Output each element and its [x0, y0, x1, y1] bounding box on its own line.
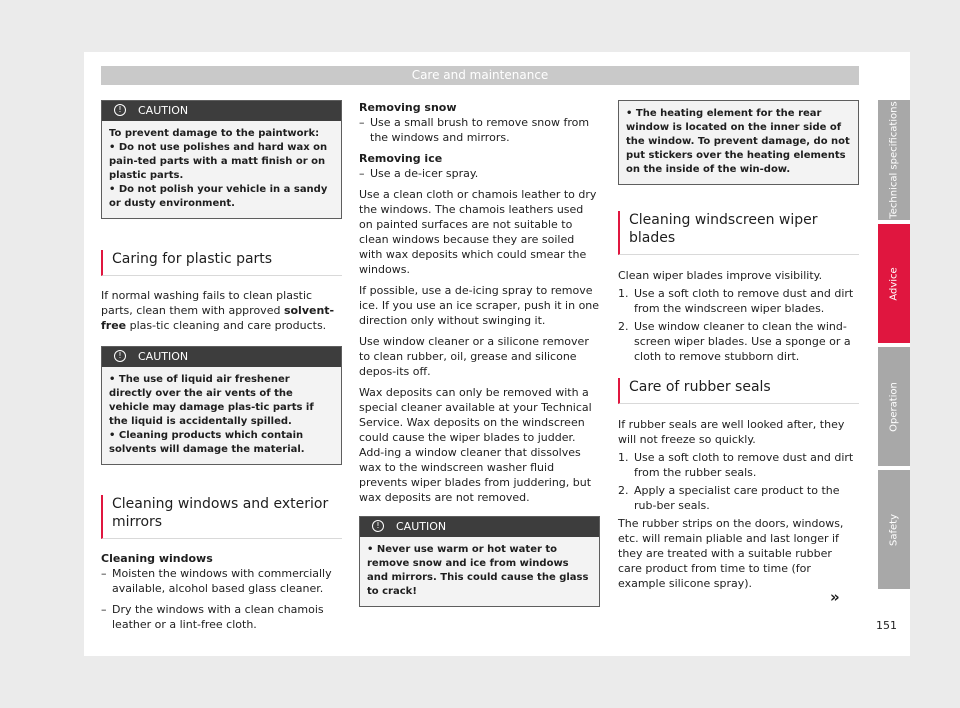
caution-bullet: • The use of liquid air freshener directly over the air vents of the vehicle may damage plas-tic parts if the liquid is accidentally spilled.	[109, 374, 314, 427]
exclamation-icon: !	[114, 104, 126, 116]
caution-label: CAUTION	[396, 520, 447, 533]
caution-bullet: • Never use warm or hot water to remove snow and ice from windows and mirrors. This could cause the glass to crack!	[367, 544, 589, 597]
caution-intro: To prevent damage to the paintwork:	[109, 128, 320, 139]
caution-header	[102, 101, 341, 121]
list-item: – Use a de-icer spray.	[359, 167, 479, 180]
caution-header	[102, 347, 341, 367]
exclamation-icon: !	[114, 350, 126, 362]
plastic-text: If normal washing fails to clean plastic parts, clean them with approved solvent-free plas-tic cleaning and care products.	[101, 289, 335, 332]
caution-bullet: • Do not polish your vehicle in a sandy or dusty environment.	[109, 184, 328, 209]
section-title-plastic: Caring for plastic parts	[101, 250, 342, 276]
section-title-wiper: Cleaning windscreen wiper blades	[618, 211, 859, 255]
list-item: 2. Apply a specialist care product to the rub-ber seals.	[618, 484, 840, 512]
caution-label: CAUTION	[138, 350, 189, 363]
paragraph: The rubber strips on the doors, windows, etc. will remain pliable and last longer if they are treated with a suitable rubber care product from time to time (for example silicone spray).	[618, 517, 844, 590]
caution-box-glass	[359, 516, 600, 607]
list-item: – Moisten the windows with commercially available, alcohol based glass cleaner.	[101, 567, 332, 595]
tab-advice[interactable]: Advice	[878, 224, 910, 343]
list-item: 1. Use a soft cloth to remove dust and dirt from the windscreen wiper blades.	[618, 287, 854, 315]
list-item: – Use a small brush to remove snow from the windows and mirrors.	[359, 116, 590, 144]
section-title-windows: Cleaning windows and exterior mirrors	[101, 495, 342, 539]
subheading-removing-snow: Removing snow	[359, 101, 457, 114]
section-title-rubber: Care of rubber seals	[618, 378, 859, 404]
list-item: 1. Use a soft cloth to remove dust and dirt from the rubber seals.	[618, 451, 854, 479]
paragraph: Use a clean cloth or chamois leather to dry the windows. The chamois leathers used on painted surfaces are not suitable to clean windows because they are soiled with wax deposits which could smear the windows.	[359, 188, 597, 276]
paragraph: Wax deposits can only be removed with a special cleaner available at your Technical Service. Wax deposits on the windscreen could cause the wiper blades to judder. Add-ing a window cleaner that dissolves wax to the windscreen washer fluid prevents wiper blades from juddering, but wax deposits are not removed.	[359, 386, 592, 504]
page-number: 151	[876, 619, 897, 632]
caution-box-paintwork	[101, 100, 342, 219]
subheading-removing-ice: Removing ice	[359, 152, 443, 165]
continue-arrow-icon: »	[830, 588, 840, 606]
subheading-cleaning-windows: Cleaning windows	[101, 552, 213, 565]
list-item: 2. Use window cleaner to clean the wind-screen wiper blades. Use a sponge or a cloth to remove stubborn dirt.	[618, 320, 851, 363]
caution-body	[102, 367, 341, 464]
caution-box-plastic	[101, 346, 342, 465]
paragraph: Clean wiper blades improve visibility.	[618, 269, 823, 282]
caution-bullet: • The heating element for the rear window is located on the inner side of the window. To prevent damage, do not put stickers over the heating elements on the inside of the win-dow.	[626, 108, 850, 175]
caution-box-heating	[618, 100, 859, 185]
caution-header	[360, 517, 599, 537]
list-item: – Dry the windows with a clean chamois leather or a lint-free cloth.	[101, 603, 324, 631]
paragraph: Use window cleaner or a silicone remover to clean rubber, oil, grease and silicone depos-its off.	[359, 335, 589, 378]
caution-bullet: • Do not use polishes and hard wax on pain-ted parts with a matt finish or on plastic parts.	[109, 142, 328, 181]
page-header: Care and maintenance	[101, 66, 859, 85]
paragraph: If rubber seals are well looked after, they will not freeze so quickly.	[618, 418, 845, 446]
caution-body	[102, 121, 341, 218]
tab-safety[interactable]: Safety	[878, 470, 910, 589]
exclamation-icon: !	[372, 520, 384, 532]
caution-label: CAUTION	[138, 104, 189, 117]
caution-body	[360, 537, 599, 606]
column-left	[101, 100, 342, 632]
tab-technical-specifications[interactable]: Technical specifications	[878, 100, 910, 220]
paragraph: If possible, use a de-icing spray to remove ice. If you use an ice scraper, push it in one direction only without swinging it.	[359, 284, 600, 327]
column-middle	[359, 100, 600, 607]
caution-bullet: • Cleaning products which contain solvents will damage the material.	[109, 430, 305, 455]
caution-body	[619, 101, 858, 184]
tab-operation[interactable]: Operation	[878, 347, 910, 466]
column-right	[618, 100, 859, 591]
